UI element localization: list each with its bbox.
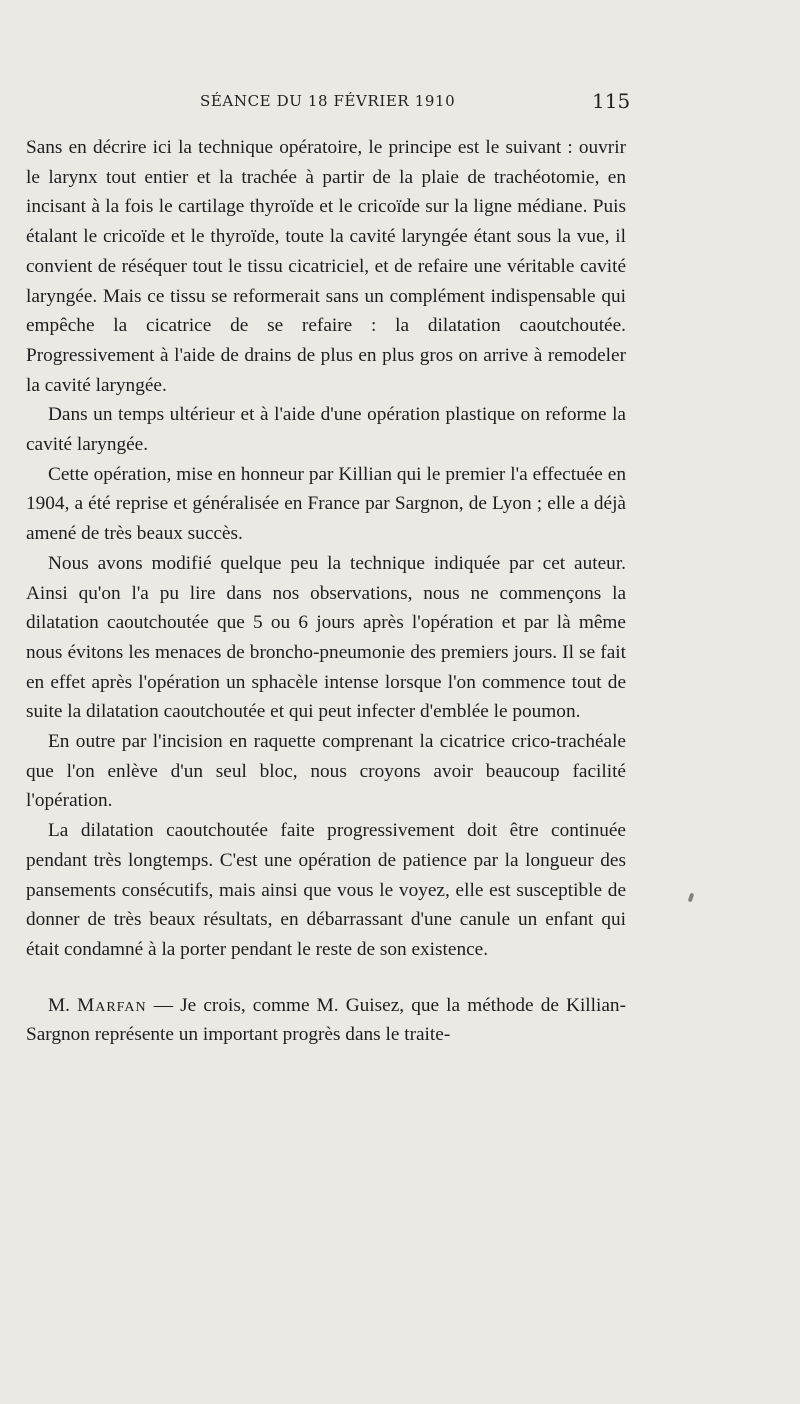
running-head: SÉANCE DU 18 FÉVRIER 1910 [200, 92, 456, 110]
paragraph-plastic-operation: Dans un temps ultérieur et à l'aide d'une opération plastique on reforme la cavité laryngée. [26, 404, 626, 456]
paragraph-modification: Nous avons modifié quelque peu la technique indiquée par cet auteur. Ainsi qu'on l'a pu lire dans nos observations, nous ne commençons la dilatation caoutchoutée que 5 ou 6 jours après l'opération et par là même nous évitons les menaces de broncho-pneumonie des premiers jours. Il se fait en effet après l'opération un sphacèle intense lorsque l'on commence tout de suite la dilatation caoutchoutée et qui peut infecter d'emblée le poumon. [26, 552, 626, 723]
speaker-speech: — Je crois, comme M. Guisez, que la méthode de Killian-Sargnon représente un important progrès dans le traite- [26, 994, 626, 1046]
paragraph-incision: En outre par l'incision en raquette comprenant la cicatrice crico-trachéale que l'on enlève d'un seul bloc, nous croyons avoir beaucoup facilité l'opération. [26, 731, 626, 812]
paragraph-discussion [26, 991, 626, 1050]
page-number: 115 [592, 89, 631, 113]
speaker-title: M. [48, 994, 70, 1016]
paragraph-technique: Sans en décrire ici la technique opératoire, le principe est le suivant : ouvrir le larynx tout entier et la trachée à partir de la plaie de trachéotomie, en incisant à la fois le cartilage thyroïde et le cricoïde sur la ligne médiane. Puis étalant le cricoïde et le thyroïde, toute la cavité laryngée étant sous la vue, il convient de réséquer tout le tissu cicatriciel, et de refaire une véritable cavité laryngée. Mais ce tissu se reformerait sans un complément indispensable qui empêche la cicatrice de se refaire : la dilatation caoutchoutée. Progressivement à l'aide de drains de plus en plus gros on arrive à remodeler la cavité laryngée. [26, 137, 626, 396]
ink-speck [688, 893, 695, 903]
paragraph-killian: Cette opération, mise en honneur par Killian qui le premier l'a effectuée en 1904, a été reprise et généralisée en France par Sargnon, de Lyon ; elle a déjà amené de très beaux succès. [26, 463, 626, 545]
page-header [0, 89, 800, 122]
paragraph-dilatation: La dilatation caoutchoutée faite progressivement doit être continuée pendant très longtemps. C'est une opération de patience par la longueur des pansements consécutifs, mais ainsi que vous le voyez, elle est susceptible de donner de très beaux résultats, en débarrassant d'une canule un enfant qui était condamné à la porter pendant le reste de son existence. [26, 820, 626, 960]
body-text [26, 133, 626, 1050]
speaker-name: Marfan [77, 994, 147, 1016]
